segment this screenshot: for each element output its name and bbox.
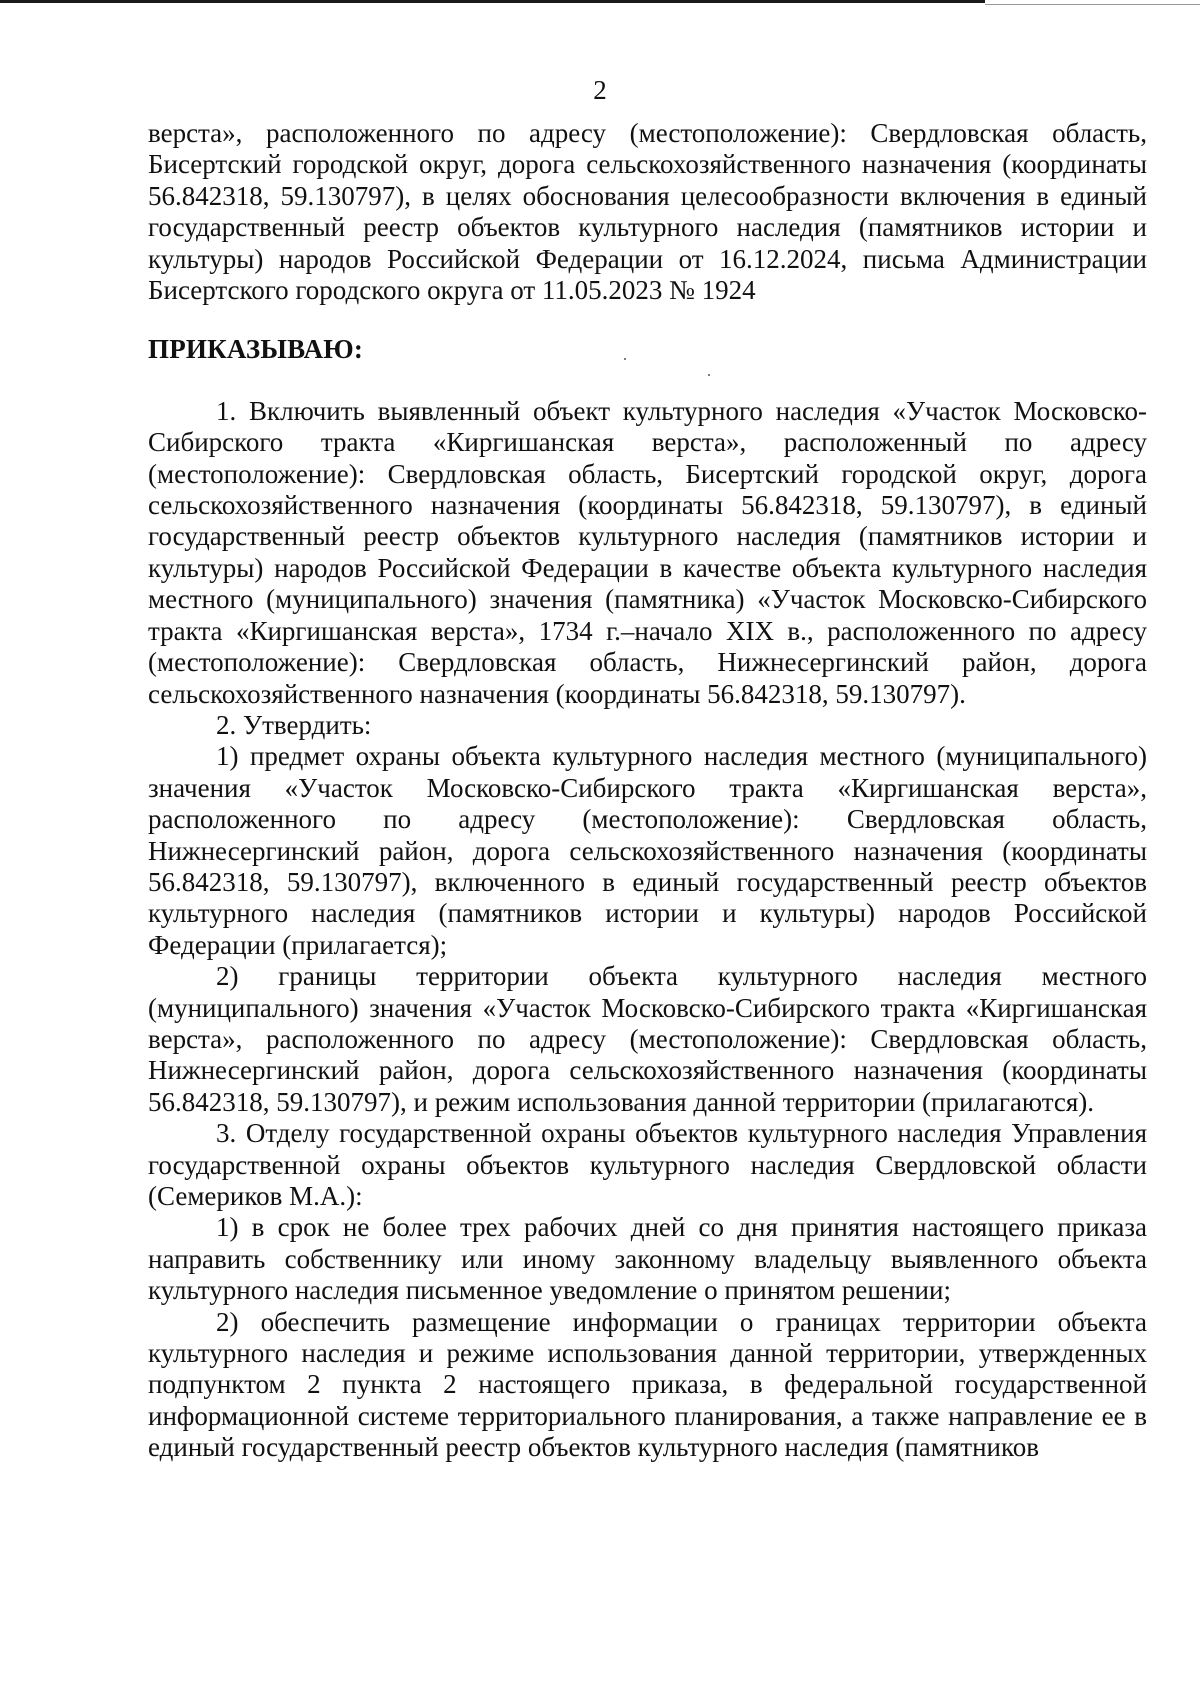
document-body	[148, 118, 1147, 1464]
paragraph-item-2-2: 2) границы территории объекта культурного наследия местного (муниципального) значения «Участок Московско-Сибирского тракта «Киргишанская верста», расположенного по адресу (местоположение): Свердловская область, Нижнесергинский район, дорога сельскохозяйственного назначения (координаты 56.842318, 59.130797), и режим использования данной территории (прилагаются).	[148, 961, 1147, 1117]
paragraph-item-3-2: 2) обеспечить размещение информации о границах территории объекта культурного наследия и режиме использования данной территории, утвержденных подпунктом 2 пункта 2 настоящего приказа, в федеральной государственной информационной системе территориального планирования, а также направление ее в единый государственный реестр объектов культурного наследия (памятников	[148, 1306, 1147, 1463]
paragraph-item-2-1: 1) предмет охраны объекта культурного наследия местного (муниципального) значения «Участок Московско-Сибирского тракта «Киргишанская верста», расположенного по адресу (местоположение): Свердловская область, Нижнесергинский район, дорога сельскохозяйственного назначения (координаты 56.842318, 59.130797), включенного в единый государственный реестр объектов культурного наследия (памятников истории и культуры) народов Российской Федерации (прилагается);	[148, 741, 1147, 960]
scan-edge-line	[0, 0, 985, 3]
intro-paragraph: верста», расположенного по адресу (местоположение): Свердловская область, Бисертский городской округ, дорога сельскохозяйственного назначения (координаты 56.842318, 59.130797), в целях обоснования целесообразности включения в единый государственный реестр объектов культурного наследия (памятников истории и культуры) народов Российской Федерации от 16.12.2024, письма Администрации Бисертского городского округа от 11.05.2023 № 1924	[148, 118, 1147, 306]
order-heading: ПРИКАЗЫВАЮ:	[148, 334, 364, 365]
scan-edge-line-faint	[985, 4, 1200, 5]
paragraph-item-3: 3. Отделу государственной охраны объектов культурного наследия Управления государственной охраны объектов культурного наследия Свердловской области (Семериков М.А.):	[148, 1118, 1147, 1211]
scan-speck	[708, 374, 710, 376]
paragraph-item-2: 2. Утвердить:	[216, 709, 372, 740]
scan-speck	[624, 358, 626, 360]
paragraph-item-3-1: 1) в срок не более трех рабочих дней со дня принятия настоящего приказа направить собственнику или иному законному владельцу выявленного объекта культурного наследия письменное уведомление о принятом решении;	[148, 1212, 1147, 1306]
paragraph-item-1: 1. Включить выявленный объект культурного наследия «Участок Московско-Сибирского тракта «Киргишанская верста», расположенный по адресу (местоположение): Свердловская область, Бисертский городской округ, дорога сельскохозяйственного назначения (координаты 56.842318, 59.130797), в единый государственный реестр объектов культурного наследия (памятников истории и культуры) народов Российской Федерации в качестве объекта культурного наследия местного (муниципального) значения (памятника) «Участок Московско-Сибирского тракта «Киргишанская верста», 1734 г.–начало XIX в., расположенного по адресу (местоположение): Свердловская область, Нижнесергинский район, дорога сельскохозяйственного назначения (координаты 56.842318, 59.130797).	[148, 395, 1147, 709]
page-number: 2	[593, 75, 607, 105]
